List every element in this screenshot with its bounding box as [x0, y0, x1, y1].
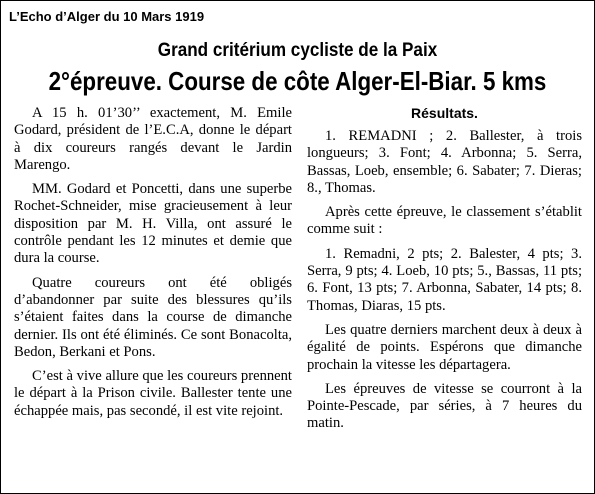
paragraph-race: C’est à vive allure que les coureurs prennent le départ à la Prison civile. Ballester tente une échappée mais, pas secondé, il est vite rejoint.: [14, 368, 292, 419]
paragraph-abandons: Quatre coureurs ont été obligés d’abandonner par suite des blessures qu’ils s’étaient faites dans la course de dimanche dernier. Ils ont été éliminés. Ce sont Bonacolta, Bedon, Berkani et Pons.: [14, 274, 292, 360]
paragraph-standings-intro: Après cette épreuve, le classement s’établit comme suit :: [307, 204, 582, 238]
paragraph-ties: Les quatre derniers marchent deux à deux à égalité de points. Espérons que dimanche prochain la vitesse les départagera.: [307, 321, 582, 373]
left-column: [14, 105, 292, 427]
results-heading: Résultats.: [411, 105, 478, 121]
headline-sub: 2°épreuve. Course de côte Alger-El-Biar. 5 kms: [48, 66, 547, 96]
paragraph-results: 1. REMADNI ; 2. Ballester, à trois longueurs; 3. Font; 4. Arbonna; 5. Serra, Bassas, Loeb, ensemble; 6. Sabater; 7. Dieras; 8., Thomas.: [307, 128, 582, 196]
right-column: [307, 105, 582, 440]
paragraph-control-car: MM. Godard et Poncetti, dans une superbe Rochet-Schneider, mise gracieusement à leur disposition par M. H. Villa, ont assuré le contrôle pendant les 12 minutes et demie que dura la course.: [14, 181, 292, 267]
paragraph-start: A 15 h. 01’30’’ exactement, M. Emile Godard, président de l’E.C.A, donne le départ à dix coureurs rangés devant le Jardin Marengo.: [14, 105, 292, 173]
paragraph-next-events: Les épreuves de vitesse se courront à la Pointe-Pescade, par séries, à 7 heures du matin.: [307, 380, 582, 432]
source-line: L’Echo d’Alger du 10 Mars 1919: [9, 9, 205, 24]
headline-main: Grand critérium cycliste de la Paix: [157, 40, 438, 61]
paragraph-standings: 1. Remadni, 2 pts; 2. Balester, 4 pts; 3. Serra, 9 pts; 4. Loeb, 10 pts; 5., Bassas, 11 pts; 6. Font, 13 pts; 7. Arbonna, Sabater, 14 pts; 8. Thomas, Diaras, 15 pts.: [307, 245, 582, 314]
